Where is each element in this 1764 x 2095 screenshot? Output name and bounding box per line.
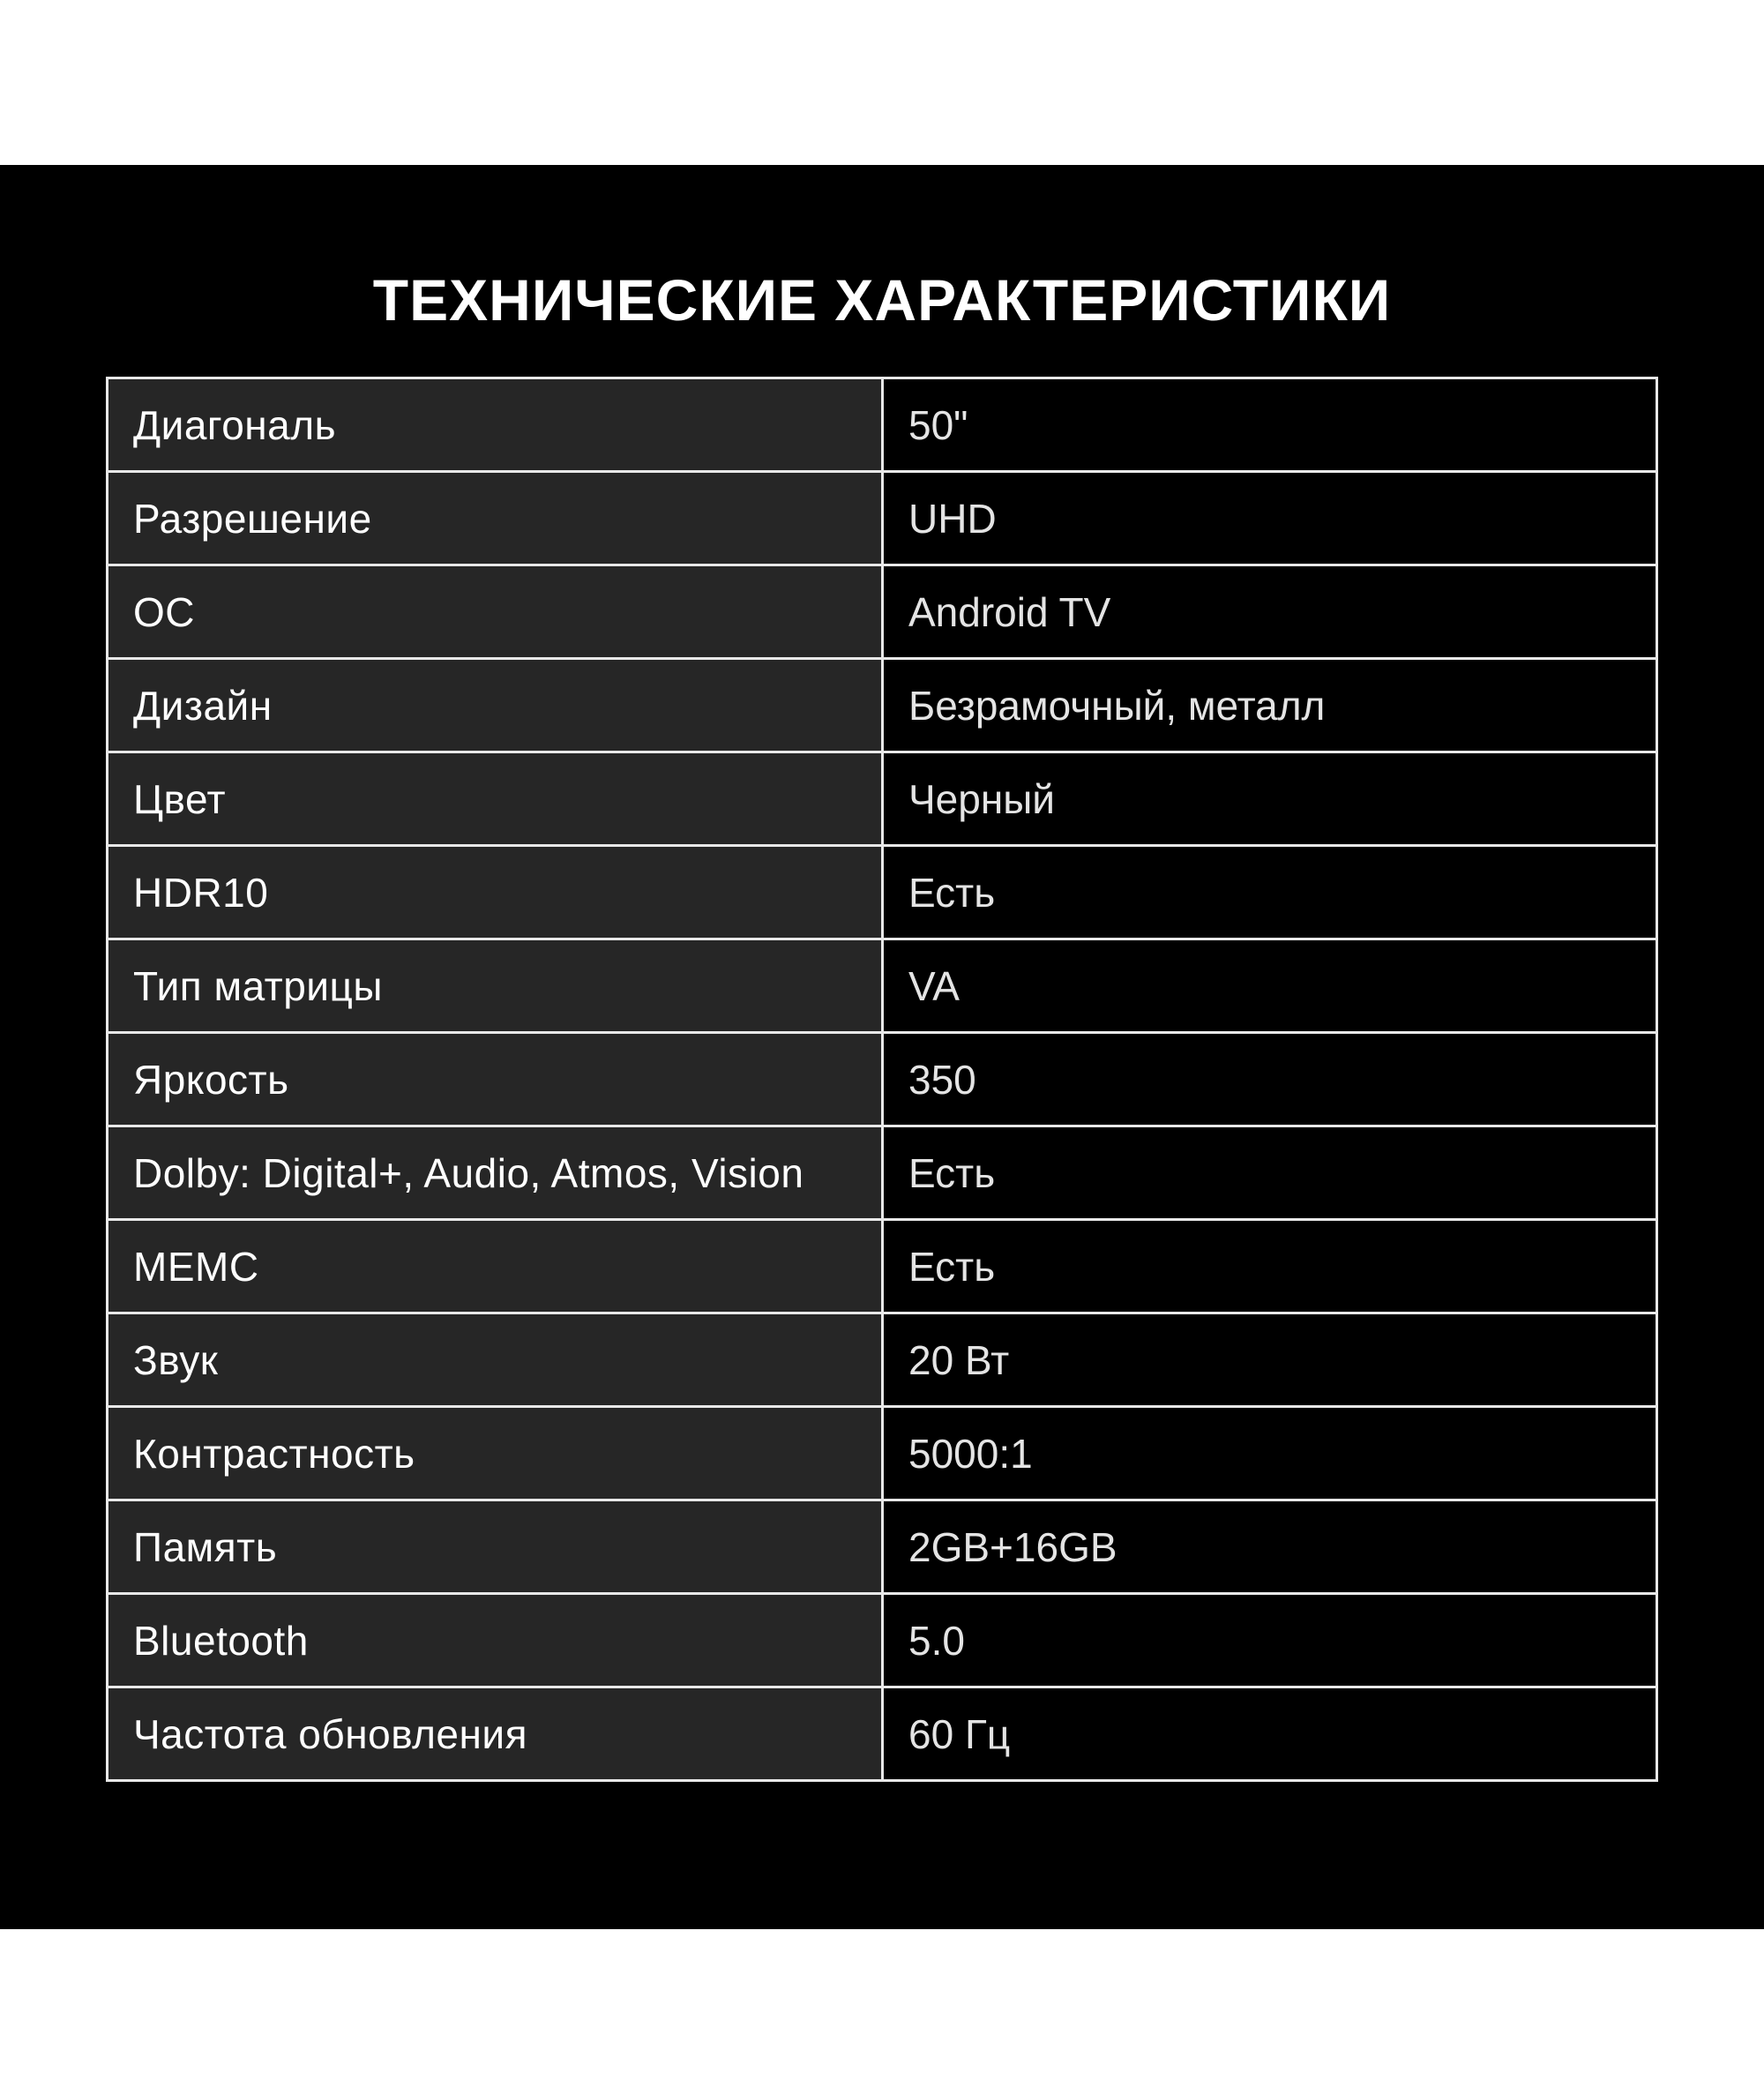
spec-value: Есть bbox=[883, 1220, 1657, 1313]
spec-value: VA bbox=[883, 939, 1657, 1033]
spec-value: 350 bbox=[883, 1033, 1657, 1126]
spec-value: 60 Гц bbox=[883, 1687, 1657, 1781]
spec-value: UHD bbox=[883, 472, 1657, 565]
spec-value: Безрамочный, металл bbox=[883, 659, 1657, 752]
table-row bbox=[108, 565, 1657, 659]
table-row bbox=[108, 1407, 1657, 1500]
spec-value: Есть bbox=[883, 1126, 1657, 1220]
spec-label: Дизайн bbox=[108, 659, 883, 752]
spec-label: Память bbox=[108, 1500, 883, 1594]
spec-value: Android TV bbox=[883, 565, 1657, 659]
spec-label: Частота обновления bbox=[108, 1687, 883, 1781]
table-row bbox=[108, 1687, 1657, 1781]
spec-label: Контрастность bbox=[108, 1407, 883, 1500]
table-row bbox=[108, 752, 1657, 846]
spec-label: Звук bbox=[108, 1313, 883, 1407]
spec-label: Разрешение bbox=[108, 472, 883, 565]
spec-label: Dolby: Digital+, Audio, Atmos, Vision bbox=[108, 1126, 883, 1220]
spec-label: Тип матрицы bbox=[108, 939, 883, 1033]
spec-value: 20 Вт bbox=[883, 1313, 1657, 1407]
page-title: ТЕХНИЧЕСКИЕ ХАРАКТЕРИСТИКИ bbox=[372, 267, 1392, 333]
table-row bbox=[108, 472, 1657, 565]
table-row bbox=[108, 1126, 1657, 1220]
table-row bbox=[108, 1500, 1657, 1594]
spec-label: MEMC bbox=[108, 1220, 883, 1313]
table-row bbox=[108, 1313, 1657, 1407]
table-row bbox=[108, 1594, 1657, 1687]
spec-label: HDR10 bbox=[108, 846, 883, 939]
spec-table bbox=[106, 377, 1658, 1782]
table-row bbox=[108, 378, 1657, 472]
table-row bbox=[108, 939, 1657, 1033]
spec-label: Bluetooth bbox=[108, 1594, 883, 1687]
spec-label: Яркость bbox=[108, 1033, 883, 1126]
table-row bbox=[108, 659, 1657, 752]
spec-value: Черный bbox=[883, 752, 1657, 846]
spec-value: 2GB+16GB bbox=[883, 1500, 1657, 1594]
spec-label: Диагональ bbox=[108, 378, 883, 472]
table-row bbox=[108, 1033, 1657, 1126]
spec-value: 5.0 bbox=[883, 1594, 1657, 1687]
table-row bbox=[108, 846, 1657, 939]
table-row bbox=[108, 1220, 1657, 1313]
spec-label: ОС bbox=[108, 565, 883, 659]
spec-value: 50" bbox=[883, 378, 1657, 472]
spec-value: Есть bbox=[883, 846, 1657, 939]
spec-label: Цвет bbox=[108, 752, 883, 846]
spec-value: 5000:1 bbox=[883, 1407, 1657, 1500]
